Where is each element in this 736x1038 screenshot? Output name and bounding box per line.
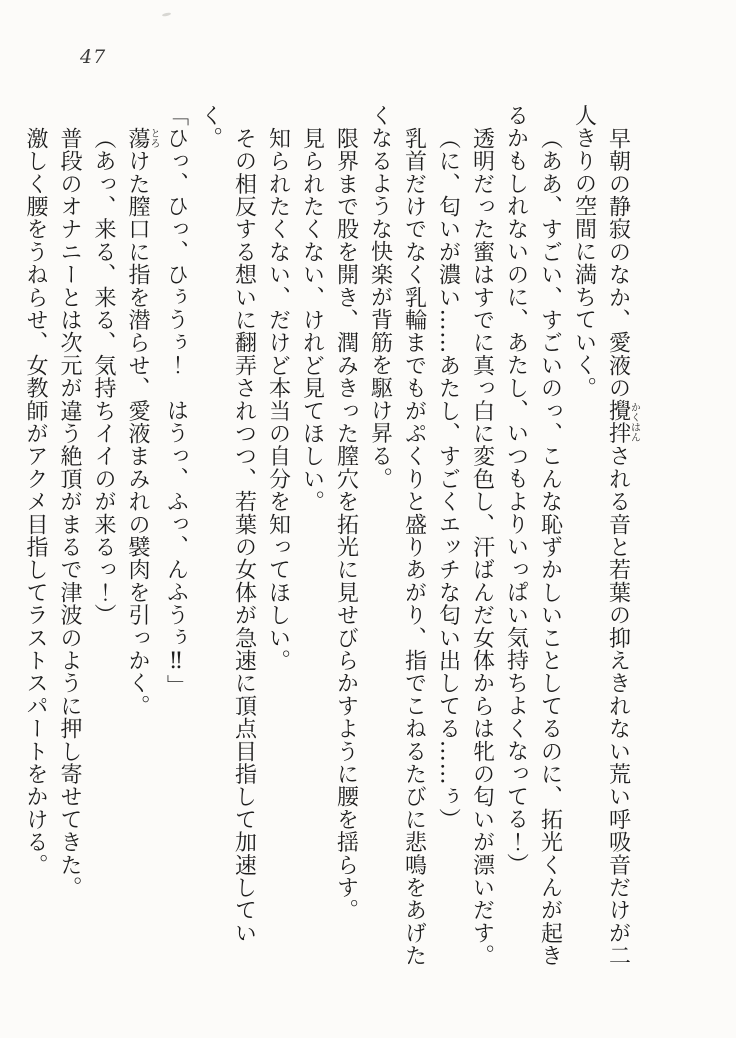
text-block [23, 104, 640, 970]
paragraph: 「ひっ、ひっ、ひぅうぅ！ はうっ、ふっ、んふうぅ‼」 [163, 104, 189, 698]
paragraph: 透明だった蜜はすでに真っ白に変色し、汗ばんだ女体からは牝の匂いが漂いだす。 [469, 127, 495, 967]
paragraph: 乳首だけでなく乳輪までもがぷくりと盛りあがり、指でこねるたびに悲鳴をあげたくなるような快楽が背筋を駆け昇る。 [367, 104, 427, 967]
scan-speck [162, 12, 171, 17]
paragraph: （あっ、来る、来る、気持ちイイのが来るっ！） [91, 127, 116, 627]
ruby-annotated-word: 蕩とろ [125, 127, 159, 150]
paragraph: 普段のオナニーとは次元が違う絶頂がまるで津波のように押し寄せてきた。 [57, 127, 82, 899]
paragraph: 早朝の静寂のなか、愛液の攪拌かくはんされる音と若葉の抑えきれない荒い呼吸音だけが二人きりの空間に満ちていく。 [571, 104, 640, 967]
paragraph: （ああ、すごい、すごいのっ、こんな恥ずかしいことしてるのに、拓光くんが起きるかもしれないのに、あたし、いつもよりいっぱい気持ちよくなってる！） [503, 104, 563, 967]
paragraph: 限界まで股を開き、潤みきった膣穴を拓光に見せびらかすように腰を揺らす。 [333, 127, 359, 922]
paragraph: 激しく腰をうねらせ、女教師がアクメ目指してラストスパートをかける。 [23, 127, 48, 877]
paragraph: 蕩とろけた膣口に指を潜らせ、愛液まみれの襞肉を引っかく。 [125, 127, 159, 718]
paragraph: その相反する想いに翻弄されつつ、若葉の女体が急速に頂点目指して加速していく。 [197, 104, 257, 945]
paragraph: （に、匂いが濃い……あたし、すごくエッチな匂い出してる……ぅ） [435, 127, 461, 831]
furigana: かくはん [628, 399, 640, 445]
paragraph: 知られたくない、だけど本当の自分を知ってほしい。 [265, 127, 291, 672]
furigana: とろ [148, 127, 159, 150]
paragraph: 見られたくない、けれど見てほしい。 [299, 127, 325, 513]
ruby-annotated-word: 攪拌かくはん [605, 399, 640, 445]
page-number: 47 [80, 46, 107, 68]
